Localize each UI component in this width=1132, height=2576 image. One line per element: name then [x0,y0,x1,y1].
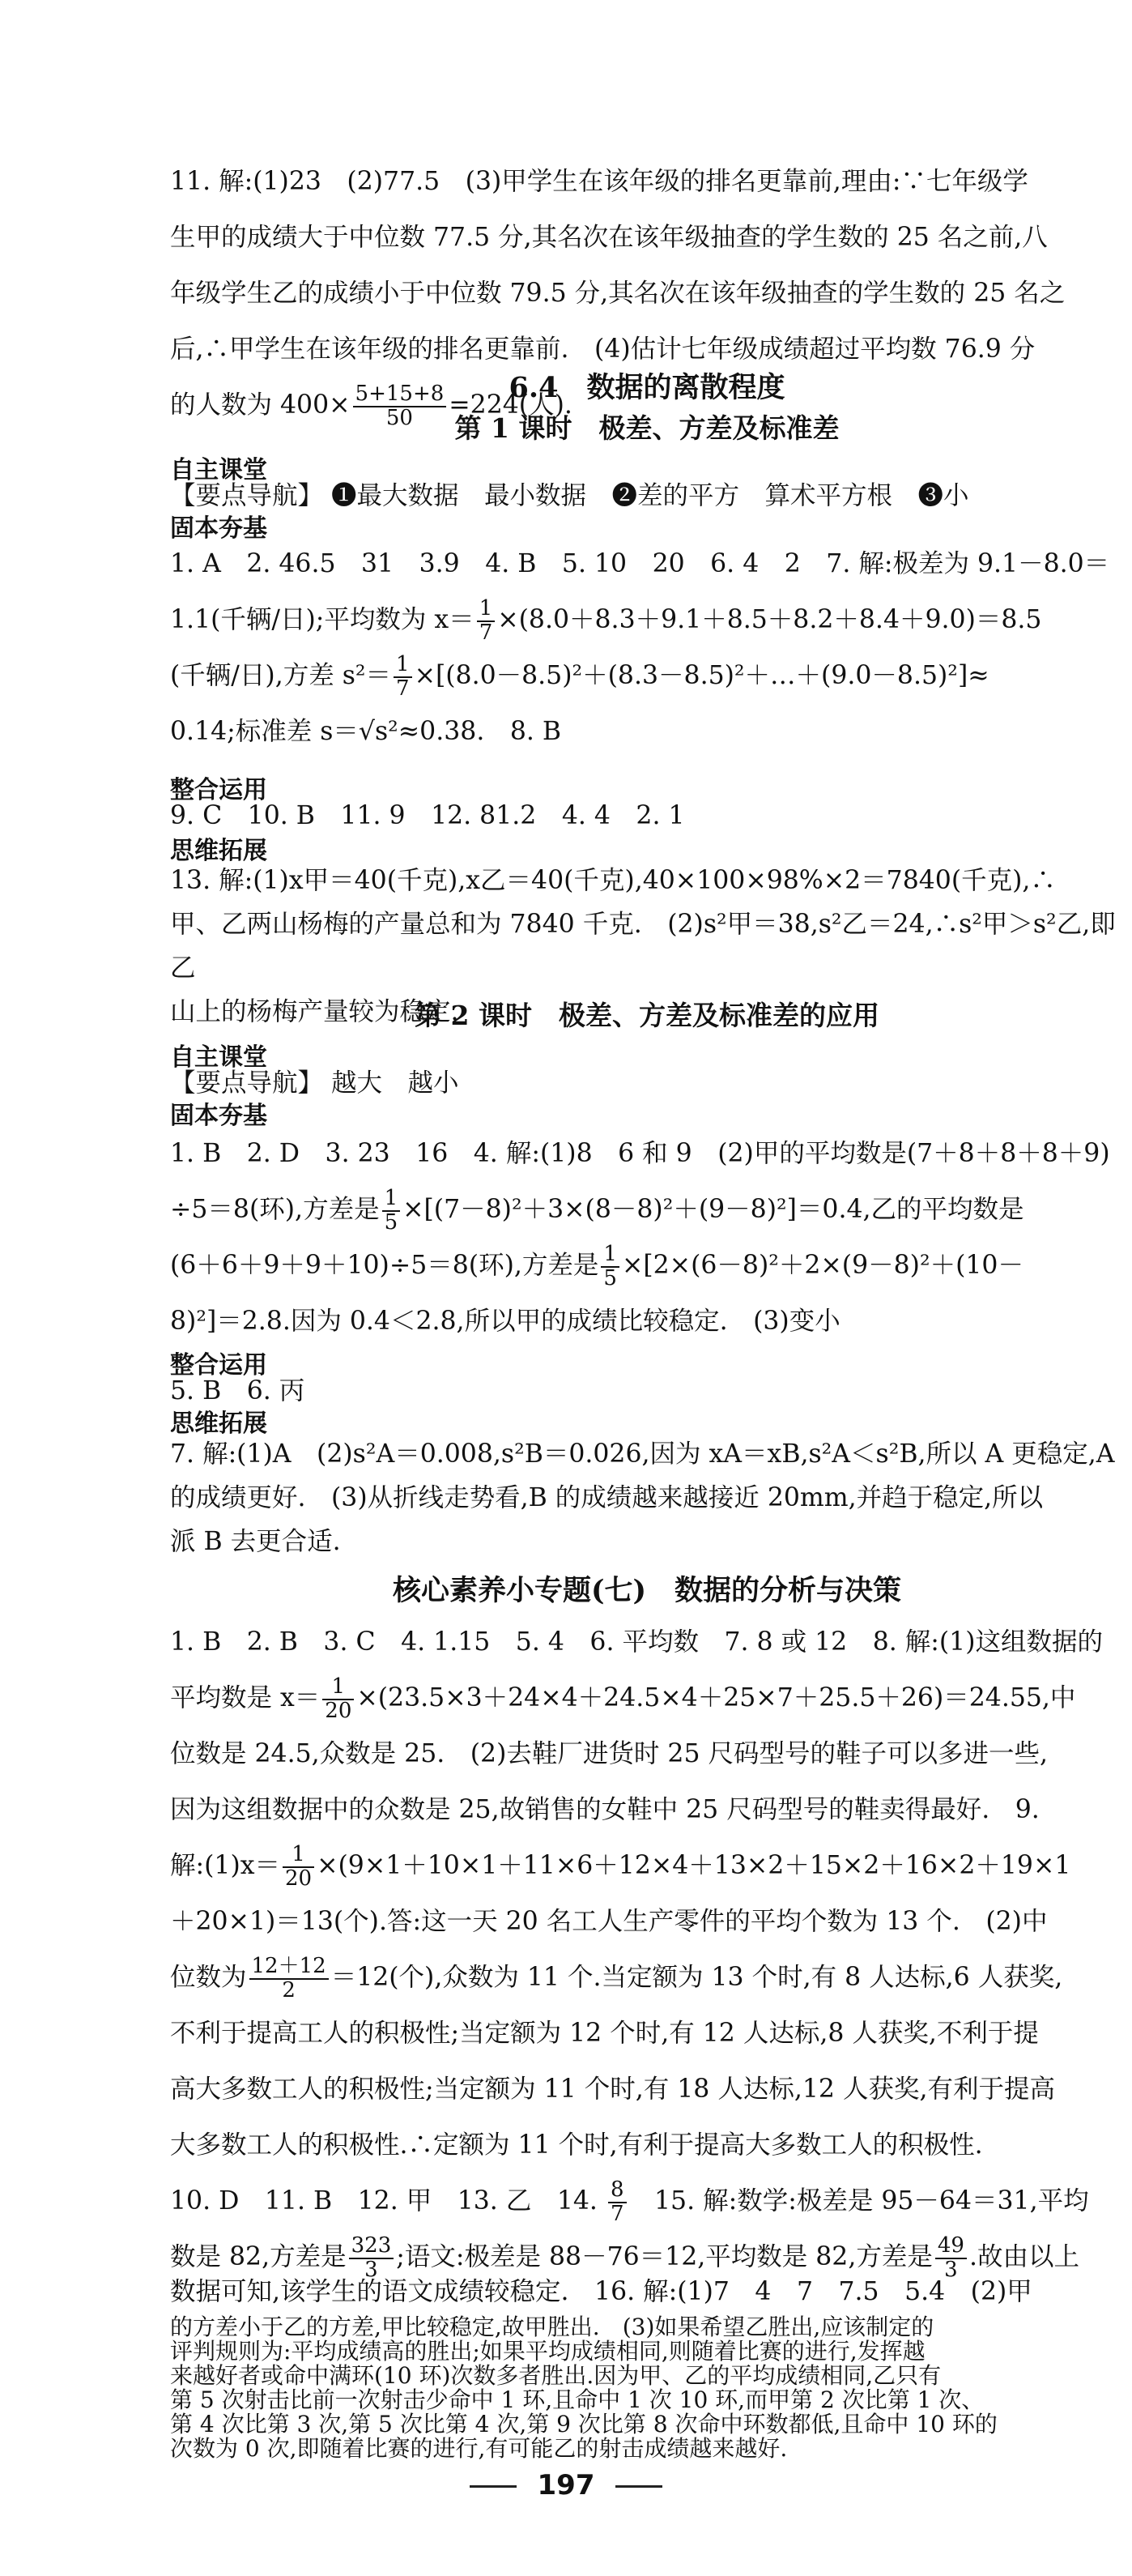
text-line: 7. 解:(1)A (2)s²A＝0.008,s²B＝0.026,因为 xA＝xB,s²A＜s²B,所以 A 更稳定,A [170,1439,1115,1469]
section-heading: 固本夯基 [170,1102,267,1130]
fraction: $\frac{1}{20}$ [322,1676,354,1722]
text-line: 评判规则为:平均成绩高的胜出;如果平均成绩相同,则随着比赛的进行,发挥越 [170,2338,926,2365]
text-line: 1. B 2. B 3. C 4. 1.15 5. 4 6. 平均数 7. 8 或 12 8. 解:(1)这组数据的 [170,1627,1103,1657]
text-line: 生甲的成绩大于中位数 77.5 分,其名次在该年级抽查的学生数的 25 名之前,八 [170,223,1048,252]
fraction: $\frac{1}{20}$ [283,1844,314,1890]
text-line: (6＋6＋9＋9＋10)÷5＝8(环),方差是 $\frac{1}{5}$ ×[2×(6－8)²＋2×(9－8)²＋(10－ [170,1242,1023,1290]
fraction: $\frac{5+15+8}{50}$ [353,383,447,429]
text-line: 年级学生乙的成绩小于中位数 79.5 分,其名次在该年级抽查的学生数的 25 名之 [170,279,1066,308]
guben-block [170,536,1124,760]
fraction: $\frac{1}{5}$ [601,1243,619,1290]
text-line: 位数是 24.5,众数是 25. (2)去鞋厂进货时 25 尺码型号的鞋子可以多进一些, [170,1739,1049,1768]
text-line: 次数为 0 次,即随着比赛的进行,有可能乙的射击成绩越来越好. [170,2435,788,2462]
section-heading: 自主课堂 [170,1043,267,1072]
lesson-title: 第 2 课时 极差、方差及标准差的应用 [415,1000,879,1031]
text-line: 10. D 11. B 12. 甲 13. 乙 14. $\frac{8}{7}$ 15. 解:数学:极差是 95－64＝31,平均 [170,2177,1089,2226]
text-line: 位数为 $\frac{12+12}{2}$ ＝12(个),众数为 11 个.当定额为 13 个时,有 8 人达标,6 人获奖, [170,1954,1063,2002]
text-line: ÷5＝8(环),方差是 $\frac{1}{5}$ ×[(7－8)²＋3×(8－8)²＋(9－8)²]＝0.4,乙的平均数是 [170,1186,1024,1235]
fraction: $\frac{8}{7}$ [608,2179,627,2225]
text-line: 9. C 10. B 11. 9 12. 81.2 4. 4 2. 1 [170,801,685,830]
text-line: 1. A 2. 46.5 31 3.9 4. B 5. 10 20 6. 4 2 7. 解:极差为 9.1－8.0＝ [170,549,1110,578]
fraction: $\frac{323}{3}$ [349,2235,394,2281]
section-title: 6.4 数据的离散程度 [509,371,785,404]
text-line: 数据可知,该学生的语文成绩较稳定. 16. 解:(1)7 4 7 7.5 5.4 (2)甲 [170,2277,1032,2306]
fraction: $\frac{1}{5}$ [382,1188,401,1234]
text-line: 第 4 次比第 3 次,第 5 次比第 4 次,第 9 次比第 8 次命中环数都低,且命中 10 环的 [170,2411,998,2437]
text-line: 不利于提高工人的积极性;当定额为 12 个时,有 12 人达标,8 人获奖,不利于提 [170,2019,1039,2048]
lesson-title: 第 1 课时 极差、方差及标准差 [454,412,840,444]
section-heading: 自主课堂 [170,456,267,484]
text-line: 的成绩更好. (3)从折线走势看,B 的成绩越来越接近 20mm,并趋于稳定,所以 [170,1483,1044,1512]
guben-block [170,1126,1124,1350]
section-heading: 整合运用 [170,1351,267,1380]
text-line: ＋20×1)＝13(个).答:这一天 20 名工人生产零件的平均个数为 13 个. (2)中 [170,1907,1048,1936]
section-heading: 思维拓展 [170,1410,267,1438]
text-line: 1.1(千辆/日);平均数为 x＝ $\frac{1}{7}$ ×(8.0＋8.3＋9.1＋8.5＋8.2＋8.4＋9.0)＝8.5 [170,596,1042,645]
text-line: (千辆/日),方差 s²＝ $\frac{1}{7}$ ×[(8.0－8.5)²＋(8.3－8.5)²＋…＋(9.0－8.5)²]≈ [170,652,989,701]
text-line: 大多数工人的积极性.∴定额为 11 个时,有利于提高大多数工人的积极性. [170,2130,983,2160]
text-line: 5. B 6. 丙 [170,1376,305,1405]
text-line: 11. 解:(1)23 (2)77.5 (3)甲学生在该年级的排名更靠前,理由:∵七年级学 [170,167,1028,196]
text-line: 来越好者或命中满环(10 环)次数多者胜出.因为甲、乙的平均成绩相同,乙只有 [170,2362,942,2389]
text-line: 解:(1)x＝ $\frac{1}{20}$ ×(9×1＋10×1＋11×6＋12×4＋13×2＋15×2＋16×2＋19×1 [170,1842,1071,1891]
text-line: 8)²]＝2.8.因为 0.4＜2.8,所以甲的成绩比较稳定. (3)变小 [170,1307,840,1336]
core-block [170,1614,1124,2285]
text-line: 因为这组数据中的众数是 25,故销售的女鞋中 25 尺码型号的鞋卖得最好. 9. [170,1795,1040,1824]
fraction: $\frac{12+12}{2}$ [249,1955,329,2002]
section-heading: 整合运用 [170,776,267,804]
fraction: $\frac{49}{3}$ [935,2235,967,2281]
key-points: 【要点导航】 越大 越小 [170,1068,459,1098]
section-heading: 思维拓展 [170,837,267,865]
text-line: 后,∴甲学生在该年级的排名更靠前. (4)估计七年级成绩超过平均数 76.9 分 [170,335,1036,364]
key-points: 【要点导航】 ❶最大数据 最小数据 ❷差的平方 算术平方根 ❸小 [170,481,969,510]
text-line: 数是 82,方差是 $\frac{323}{3}$ ;语文:极差是 88－76＝12,平均数是 82,方差是 $\frac{49}{3}$ .故由以上 [170,2233,1079,2282]
core-block-tail-2 [170,2315,1124,2461]
text-line: 的人数为 400× $\frac{5+15+8}{50}$ =224(人). [170,382,572,430]
left-dash [470,2485,517,2488]
right-dash [615,2485,662,2488]
text-line: 0.14;标准差 s＝√s²≈0.38. 8. B [170,717,562,746]
text-line: 13. 解:(1)x甲＝40(千克),x乙＝40(千克),40×100×98%×2＝7840(千克),∴ [170,866,1056,895]
text-line: 的方差小于乙的方差,甲比较稳定,故甲胜出. (3)如果希望乙胜出,应该制定的 [170,2314,934,2340]
text-line: 派 B 去更合适. [170,1527,341,1556]
text-line: 1. B 2. D 3. 23 16 4. 解:(1)8 6 和 9 (2)甲的平均数是(7＋8＋8＋8＋9) [170,1139,1110,1168]
section-title: 核心素养小专题(七) 数据的分析与决策 [392,1574,902,1607]
siwei-block [170,1432,1124,1563]
text-line: 甲、乙两山杨梅的产量总和为 7840 千克. (2)s²甲＝38,s²乙＝24,∴s²甲＞s²乙,即乙 [170,910,1116,983]
fraction: $\frac{1}{7}$ [477,598,496,644]
text-line: 平均数是 x＝ $\frac{1}{20}$ ×(23.5×3＋24×4＋24.5×4＋25×7＋25.5＋26)＝24.55,中 [170,1674,1076,1723]
text-line: 高大多数工人的积极性;当定额为 11 个时,有 18 人达标,12 人获奖,有利于提高 [170,2075,1055,2104]
text-line: 第 5 次射击比前一次射击少命中 1 环,且命中 1 次 10 环,而甲第 2 次比第 1 次、 [170,2386,985,2413]
fraction: $\frac{1}{7}$ [394,654,412,700]
page-number: 197 [0,2469,1132,2501]
text-line: 山上的杨梅产量较为稳定. [170,997,459,1026]
core-block-tail [170,2277,1124,2314]
section-heading: 固本夯基 [170,514,267,543]
